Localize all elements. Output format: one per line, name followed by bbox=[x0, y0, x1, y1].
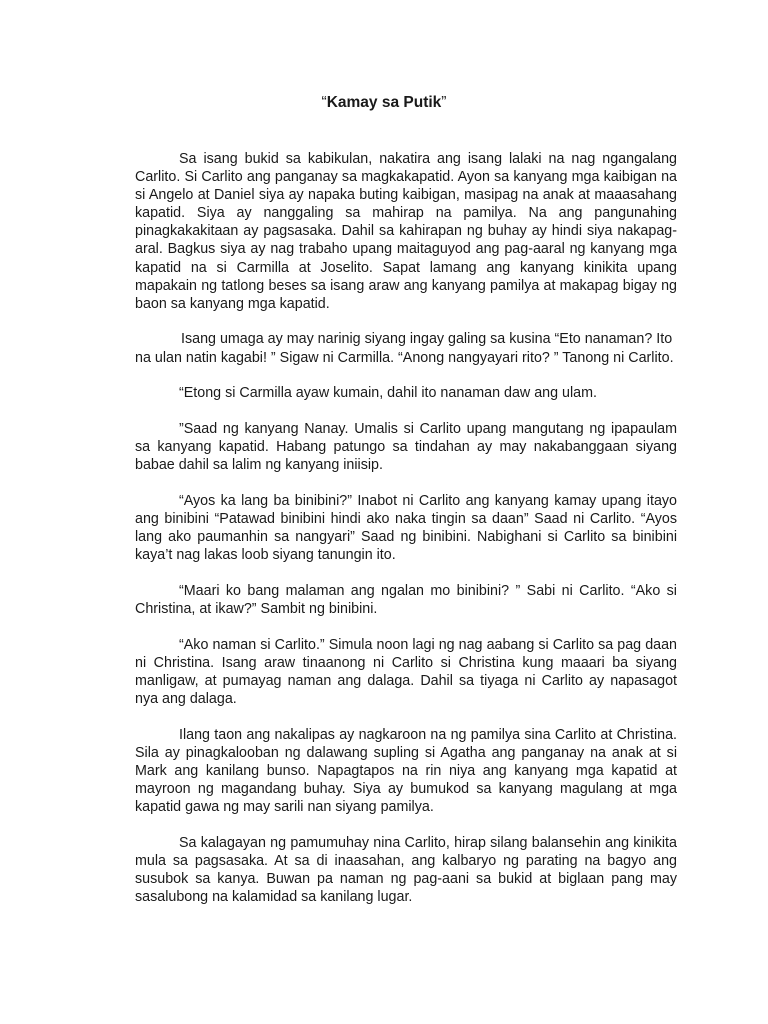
paragraph-6: “Maari ko bang malaman ang ngalan mo binibini? ” Sabi ni Carlito. “Ako si Christina, at ikaw?” Sambit ng binibini. bbox=[135, 582, 677, 617]
paragraph-8: Ilang taon ang nakalipas ay nagkaroon na ng pamilya sina Carlito at Christina. Sila ay pinagkalooban ng dalawang supling si Agatha ang panganay na anak at si Mark ang kanilang bunso. Napagtapos na rin niya ang kanyang mga kapatid at mayroon ng magandang buhay. Siya ay bumukod sa kanyang magulang at mga kapatid gawa ng may sarili nan siyang pamilya. bbox=[135, 726, 677, 815]
title-close-quote: ” bbox=[441, 94, 447, 111]
story-body bbox=[135, 150, 677, 924]
paragraph-7: “Ako naman si Carlito.” Simula noon lagi ng nag aabang si Carlito sa pag daan ni Christina. Isang araw tinaanong ni Carlito si Christina kung maaari ba siyang manligaw, at pumayag naman ang dalaga. Dahil sa tiyaga ni Carlito ay napasagot nya ang dalaga. bbox=[135, 636, 677, 707]
title-open-quote: “ bbox=[321, 94, 327, 111]
paragraph-2: Isang umaga ay may narinig siyang ingay galing sa kusina “Eto nanaman? Ito na ulan natin kagabi! ” Sigaw ni Carmilla. “Anong nangyayari rito? ” Tanong ni Carlito. bbox=[135, 331, 674, 366]
title-text: Kamay sa Putik bbox=[326, 94, 442, 111]
paragraph-3: “Etong si Carmilla ayaw kumain, dahil ito nanaman daw ang ulam. bbox=[179, 385, 597, 402]
paragraph-9: Sa kalagayan ng pamumuhay nina Carlito, hirap silang balansehin ang kinikita mula sa pagsasaka. At sa di inaasahan, ang kalbaryo ng parating na bagyo ang susubok sa kanya. Buwan pa naman ng pag-aani sa bukid at biglaan pang may sasalubong na kalamidad sa kanilang lugar. bbox=[135, 834, 677, 905]
paragraph-1: Sa isang bukid sa kabikulan, nakatira ang isang lalaki na nag ngangalang Carlito. Si Carlito ang panganay sa magkakapatid. Ayon sa kanyang mga kaibigan na si Angelo at Daniel siya ay napaka buting kaibigan, masipag na anak at maaasahang kapatid. Siya ay nanggaling sa mahirap na pamilya. Na ang pangunahing pinagkakakitaan ay pagsasaka. Dahil sa kahirapan ng buhay ay hindi siya nakapag-aral. Bagkus siya ay nag trabaho upang maitaguyod ang pag-aaral ng kanyang mga kapatid na si Carmilla at Joselito. Sapat lamang ang kanyang kinikita upang mapakain ng tatlong beses sa isang araw ang kanyang pamilya at makapag bigay ng baon sa kanyang mga kapatid. bbox=[135, 151, 677, 312]
paragraph-4: ”Saad ng kanyang Nanay. Umalis si Carlito upang mangutang ng ipapaulam sa kanyang kapatid. Habang patungo sa tindahan ay may nakabanggaan siyang babae dahil sa lalim ng kanyang iniisip. bbox=[135, 420, 677, 474]
paragraph-5: “Ayos ka lang ba binibini?” Inabot ni Carlito ang kanyang kamay upang itayo ang binibini “Patawad binibini hindi ako naka tingin sa daan” Saad ni Carlito. “Ayos lang ako paumanhin sa nangyari” Saad ng binibini. Nabighani si Carlito sa binibini kaya’t nag lakas loob siyang tanungin ito. bbox=[135, 492, 677, 564]
story-title bbox=[0, 93, 768, 113]
